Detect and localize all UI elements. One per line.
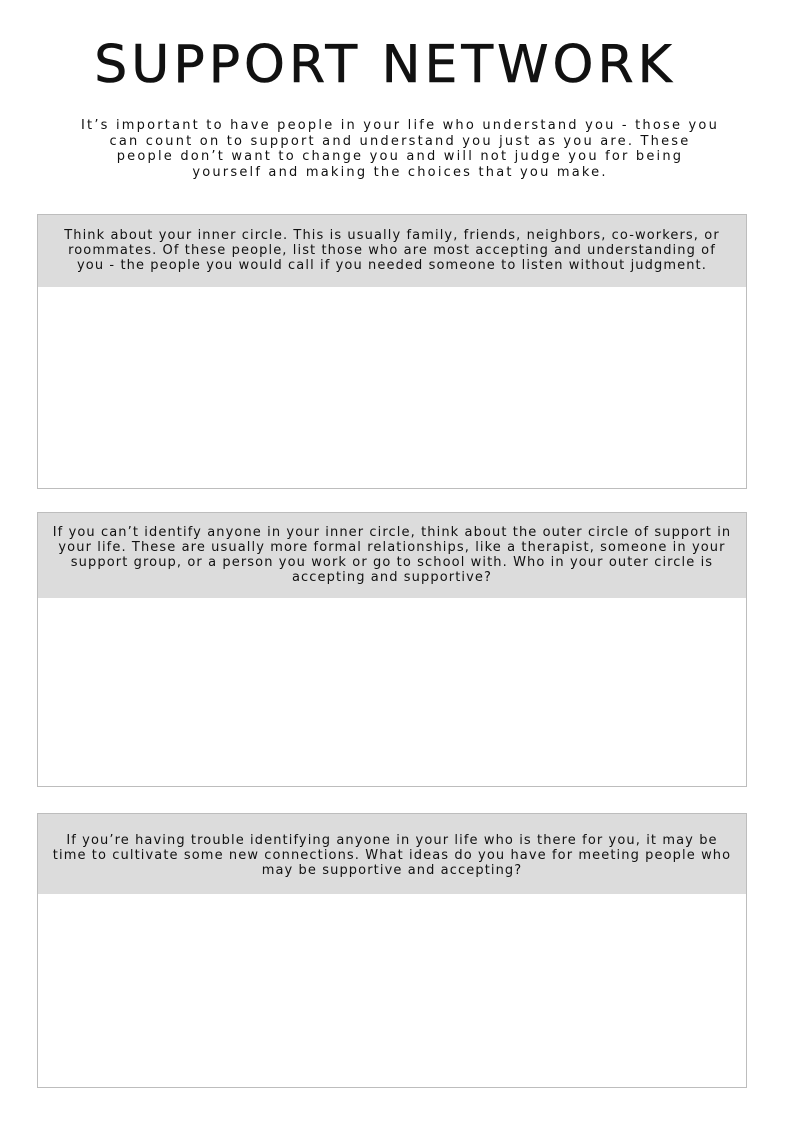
new-connections-section (37, 813, 747, 1088)
intro-paragraph: It’s important to have people in your life who understand you - those you can count on to support and understand you just as you are. These people don’t want to change you and will not judge you for being yourself and making the choices that you make. (80, 118, 720, 180)
new-connections-answer-box[interactable] (38, 894, 746, 1087)
inner-circle-section (37, 214, 747, 489)
outer-circle-answer-box[interactable] (38, 598, 746, 786)
inner-circle-answer-box[interactable] (38, 287, 746, 488)
new-connections-prompt: If you’re having trouble identifying anyone in your life who is there for you, it may be time to cultivate some new connections. What ideas do you have for meeting people who may be supportive and accepting? (38, 814, 746, 894)
outer-circle-prompt: If you can’t identify anyone in your inner circle, think about the outer circle of support in your life. These are usually more formal relationships, like a therapist, someone in your support group, or a person you work or go to school with. Who in your outer circle is accepting and supportive? (38, 513, 746, 598)
page-title: SUPPORT NETWORK (94, 35, 676, 95)
outer-circle-section (37, 512, 747, 787)
inner-circle-prompt: Think about your inner circle. This is usually family, friends, neighbors, co-workers, or roommates. Of these people, list those who are most accepting and understanding of you - the people you would call if you needed someone to listen without judgment. (38, 215, 746, 287)
